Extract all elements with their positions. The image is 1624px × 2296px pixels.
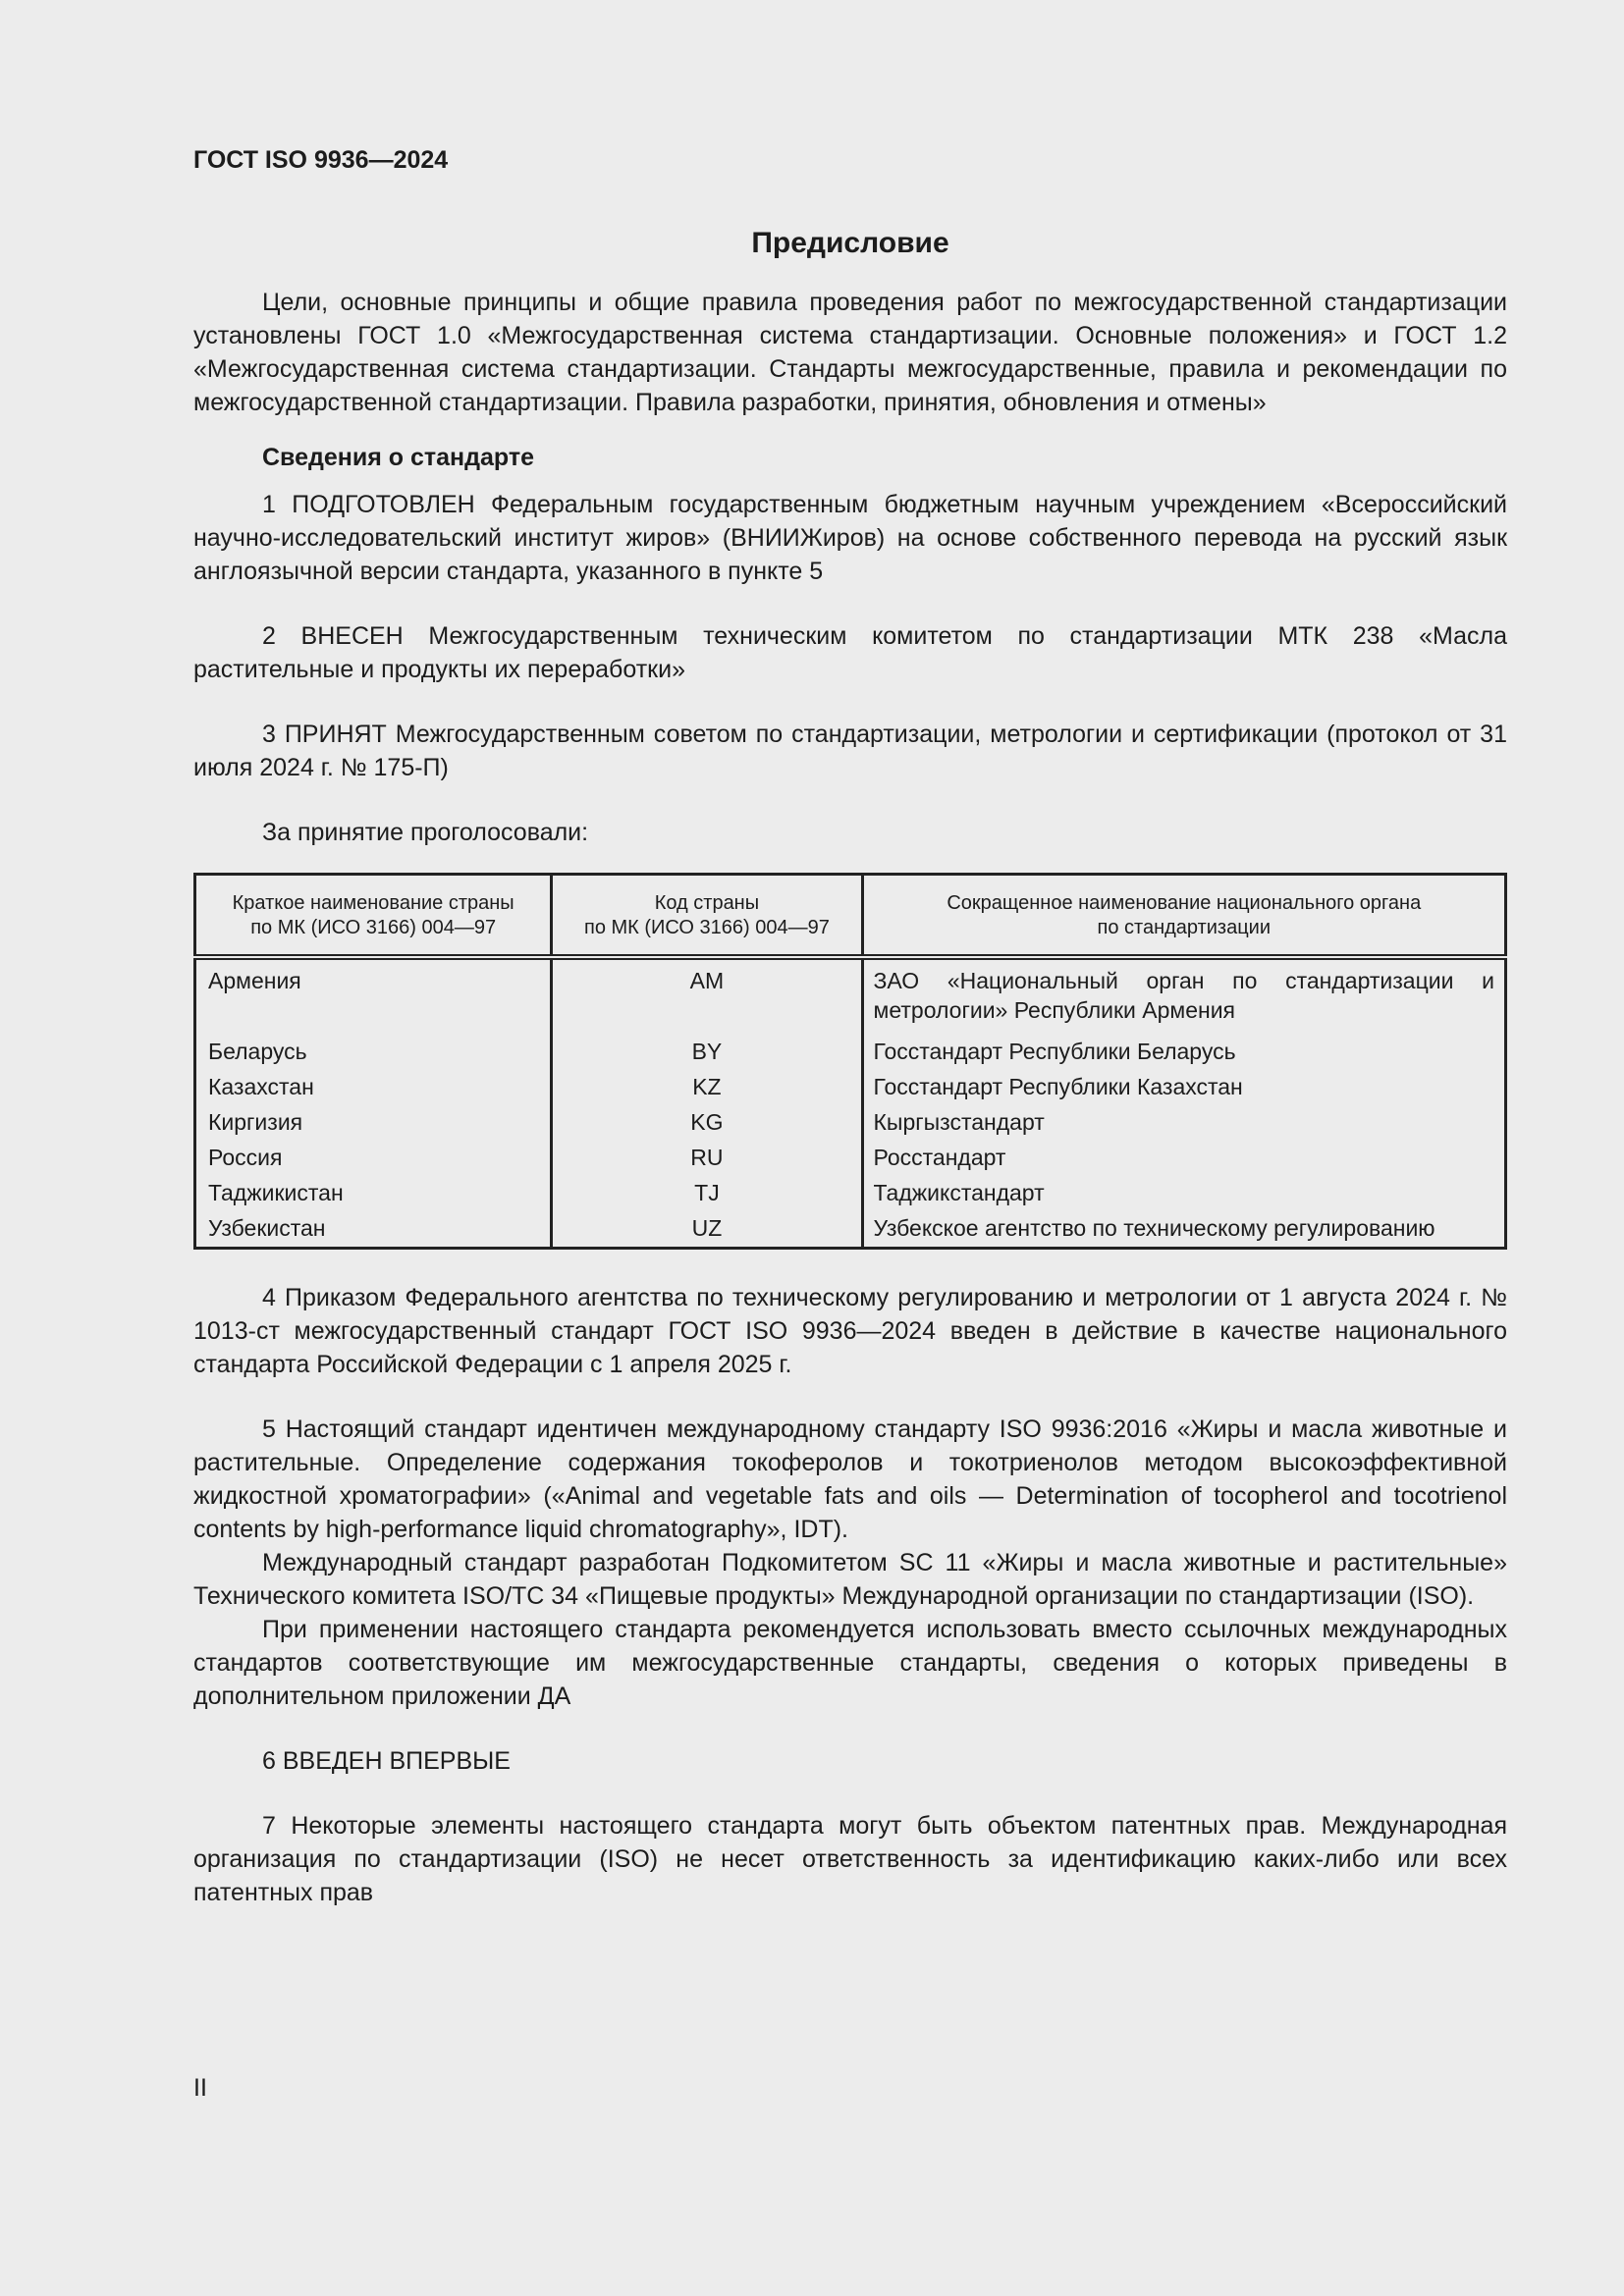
column-header-line: по МК (ИСО 3166) 004—97 xyxy=(583,917,830,938)
column-header-line: Сокращенное наименование национального органа xyxy=(947,892,1422,914)
country-cell: Киргизия xyxy=(208,1109,303,1135)
table-row xyxy=(195,1176,1506,1211)
country-cell: Беларусь xyxy=(208,1039,307,1064)
country-cell: Узбекистан xyxy=(208,1215,326,1241)
column-header-line: по стандартизации xyxy=(1097,917,1272,938)
organization-cell: Росстандарт xyxy=(862,1141,1505,1176)
voted-caption: За принятие проголосовали: xyxy=(262,819,589,846)
country-cell: Таджикистан xyxy=(208,1180,344,1205)
voting-table xyxy=(193,873,1507,1250)
foreword-body xyxy=(193,286,1507,1909)
section-subheading: Сведения о стандарте xyxy=(262,444,535,471)
column-header-line: Краткое наименование страны xyxy=(232,892,514,914)
country-cell: Казахстан xyxy=(208,1074,314,1099)
intro-paragraph: Цели, основные принципы и общие правила проведения работ по межгосударственной стандартизации установлены ГОСТ 1.0 «Межгосударственная система стандартизации. Основные положения» и ГОСТ 1.2 «Межгосударственная система стандартизации. Стандарты межгосударственные, правила и рекомендации по межгосударственной стандартизации. Правила разработки, принятия, обновления и отмены» xyxy=(193,289,1507,416)
item-identical-references: При применении настоящего стандарта рекомендуется использовать вместо ссылочных международных стандартов соответствующие им межгосударственные стандарты, сведения о которых приведены в дополнительном приложении ДА xyxy=(193,1616,1507,1710)
document-page xyxy=(193,145,1507,1906)
country-cell: Армения xyxy=(208,968,301,993)
organization-cell: Таджикстандарт xyxy=(862,1176,1505,1211)
table-row xyxy=(195,1105,1506,1141)
item-first-introduced: 6 ВВЕДЕН ВПЕРВЫЕ xyxy=(262,1747,511,1775)
code-cell: BY xyxy=(552,1035,862,1070)
table-row xyxy=(195,1035,1506,1070)
organization-cell: Узбекское агентство по техническому регулированию xyxy=(862,1211,1505,1249)
code-cell: RU xyxy=(552,1141,862,1176)
item-prepared: 1 ПОДГОТОВЛЕН Федеральным государственным бюджетным научным учреждением «Всероссийский научно-исследовательский институт жиров» (ВНИИЖиров) на основе собственного перевода на русский язык англоязычной версии стандарта, указанного в пункте 5 xyxy=(193,491,1507,585)
column-header-code xyxy=(552,875,862,958)
code-cell: KG xyxy=(552,1105,862,1141)
table-row xyxy=(195,1141,1506,1176)
table-row xyxy=(195,1211,1506,1249)
column-header-country xyxy=(195,875,552,958)
organization-cell: Госстандарт Республики Казахстан xyxy=(862,1070,1505,1105)
code-cell: AM xyxy=(552,957,862,1035)
code-cell: TJ xyxy=(552,1176,862,1211)
column-header-line: Код страны xyxy=(654,892,760,914)
code-cell: UZ xyxy=(552,1211,862,1249)
column-header-organization xyxy=(862,875,1505,958)
page-title: Предисловие xyxy=(751,227,949,259)
item-identical-developer: Международный стандарт разработан Подкомитетом SC 11 «Жиры и масла животные и растительные» Технического комитета ISO/TC 34 «Пищевые продукты» Международной организации по стандартизации (ISO). xyxy=(193,1549,1507,1610)
column-header-line: по МК (ИСО 3166) 004—97 xyxy=(250,917,497,938)
document-code-header: ГОСТ ISO 9936—2024 xyxy=(193,146,449,174)
page-number: II xyxy=(193,2074,207,2102)
code-cell: KZ xyxy=(552,1070,862,1105)
item-submitted: 2 ВНЕСЕН Межгосударственным техническим комитетом по стандартизации МТК 238 «Масла растительные и продукты их переработки» xyxy=(193,622,1507,683)
table-row xyxy=(195,957,1506,1035)
country-cell: Россия xyxy=(208,1145,283,1170)
organization-cell: Кыргызстандарт xyxy=(862,1105,1505,1141)
item-patent-notice: 7 Некоторые элементы настоящего стандарта могут быть объектом патентных прав. Международная организация по стандартизации (ISO) не несет ответственность за идентификацию каких-либо или всех патентных прав xyxy=(193,1812,1507,1906)
table-header-row xyxy=(195,875,1506,958)
item-adopted: 3 ПРИНЯТ Межгосударственным советом по стандартизации, метрологии и сертификации (протокол от 31 июля 2024 г. № 175-П) xyxy=(193,721,1507,781)
table-row xyxy=(195,1070,1506,1105)
organization-cell: Госстандарт Республики Беларусь xyxy=(862,1035,1505,1070)
organization-cell: ЗАО «Национальный орган по стандартизации и метрологии» Республики Армения xyxy=(862,957,1505,1035)
item-enacted: 4 Приказом Федерального агентства по техническому регулированию и метрологии от 1 августа 2024 г. № 1013-ст межгосударственный стандарт ГОСТ ISO 9936—2024 введен в действие в качестве национального стандарта Российской Федерации с 1 апреля 2025 г. xyxy=(193,1284,1507,1378)
item-identical: 5 Настоящий стандарт идентичен международному стандарту ISO 9936:2016 «Жиры и масла животные и растительные. Определение содержания токоферолов и токотриенолов методом высокоэффективной жидкостной хроматографии» («Animal and vegetable fats and oils — Determination of tocopherol and tocotrienol contents by high-performance liquid chromatography», IDT). xyxy=(193,1415,1507,1543)
